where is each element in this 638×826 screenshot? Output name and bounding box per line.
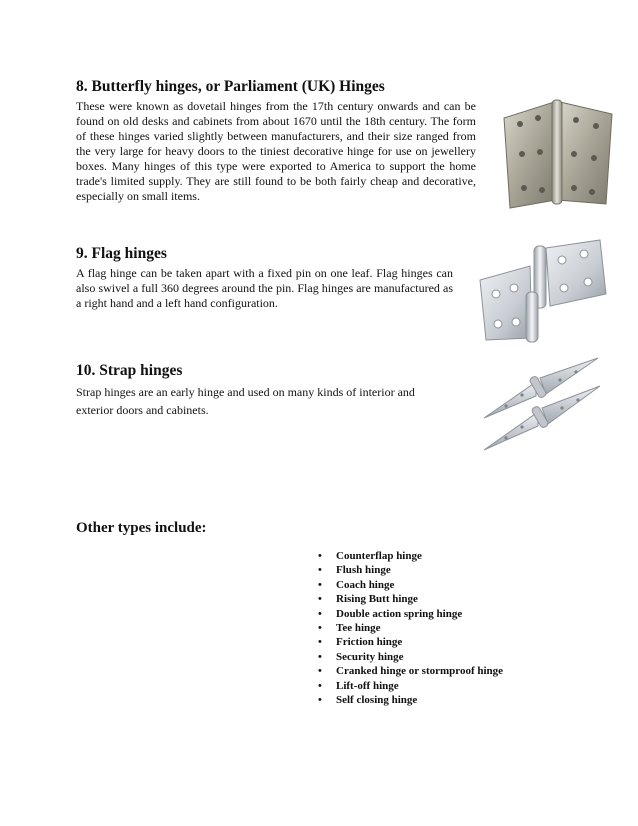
- list-item-label: Double action spring hinge: [336, 607, 463, 620]
- list-item-label: Flush hinge: [336, 564, 391, 577]
- section-paragraph: These were known as dovetail hinges from the 17th century onwards and can be found on old desks and cabinets from about 1670 until the 18th century. The form of these hinges varied slightly between manufacturers, and their size ranged from the very large for heavy doors to the tiniest decorative hinge for use on jewellery boxes. Many hinges of this type were exported to America to support the home trade's limited supply. They are still found to be both fairly cheap and decorative, especially on small items.: [76, 99, 476, 203]
- list-item-label: Security hinge: [336, 650, 404, 663]
- list-item-label: Self closing hinge: [336, 694, 418, 707]
- bullet-icon: •: [318, 607, 322, 620]
- list-item: [318, 563, 503, 577]
- list-item: [318, 679, 503, 693]
- list-item-label: Friction hinge: [336, 636, 403, 649]
- list-item-label: Counterflap hinge: [336, 550, 422, 562]
- other-types-list: [318, 549, 503, 707]
- list-item-label: Coach hinge: [336, 578, 395, 591]
- butterfly-hinge-image: [494, 96, 624, 216]
- section-heading: 10. Strap hinges: [76, 362, 183, 379]
- bullet-icon: •: [318, 665, 322, 678]
- list-item: [318, 592, 503, 606]
- section-paragraph: Strap hinges are an early hinge and used on many kinds of interior and exterior doors and cabinets.: [76, 385, 415, 417]
- list-item: [318, 549, 503, 563]
- section-butterfly-hinges: [76, 78, 476, 204]
- section-strap-hinges: [76, 362, 436, 419]
- list-item-label: Cranked hinge or stormproof hinge: [336, 665, 504, 678]
- list-item: [318, 621, 503, 635]
- bullet-icon: •: [318, 550, 322, 562]
- bullet-icon: •: [318, 679, 322, 692]
- list-item: [318, 607, 503, 621]
- bullet-icon: •: [318, 694, 322, 707]
- section-heading: 8. Butterfly hinges, or Parliament (UK) Hinges: [76, 78, 385, 95]
- section-flag-hinges: [76, 245, 453, 311]
- section-heading: 9. Flag hinges: [76, 245, 167, 262]
- list-item-label: Lift-off hinge: [336, 679, 399, 692]
- other-types-heading: Other types include:: [76, 520, 207, 536]
- bullet-icon: •: [318, 578, 322, 591]
- list-item-label: Tee hinge: [336, 622, 381, 635]
- list-item: [318, 664, 503, 678]
- section-paragraph: A flag hinge can be taken apart with a fixed pin on one leaf. Flag hinges can also swivel a full 360 degrees around the pin. Flag hinges are manufactured as a right hand and a left hand configuration.: [76, 266, 453, 310]
- list-item-label: Rising Butt hinge: [336, 593, 418, 606]
- bullet-icon: •: [318, 564, 322, 577]
- bullet-icon: •: [318, 650, 322, 663]
- list-item: [318, 693, 503, 707]
- bullet-icon: •: [318, 593, 322, 606]
- list-item: [318, 635, 503, 649]
- list-item: [318, 578, 503, 592]
- bullet-icon: •: [318, 636, 322, 649]
- bullet-icon: •: [318, 622, 322, 635]
- list-item: [318, 650, 503, 664]
- strap-hinge-image: [476, 352, 606, 460]
- flag-hinge-image: [474, 236, 614, 348]
